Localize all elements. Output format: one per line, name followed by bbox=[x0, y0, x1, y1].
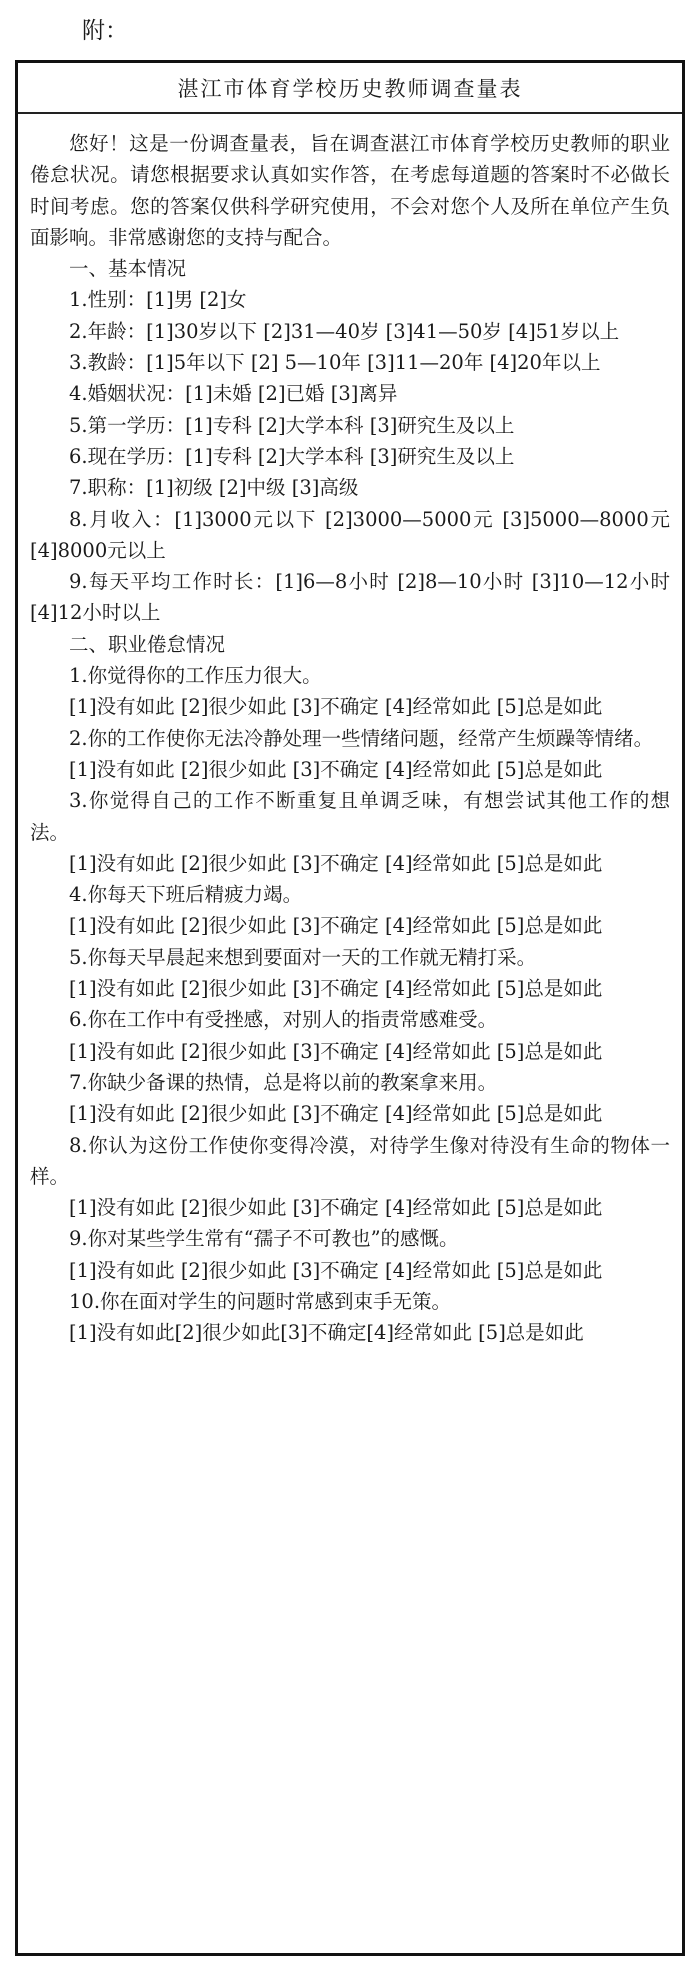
burnout-options: [1]没有如此 [2]很少如此 [3]不确定 [4]经常如此 [5]总是如此 bbox=[69, 914, 603, 938]
burnout-question: 5.你每天早晨起来想到要面对一天的工作就无精打采。 bbox=[69, 945, 537, 969]
basic-item-title-rank: 7.职称：[1]初级 [2]中级 [3]高级 bbox=[69, 476, 359, 500]
burnout-options: [1]没有如此[2]很少如此[3]不确定[4]经常如此 [5]总是如此 bbox=[69, 1321, 584, 1345]
burnout-question: 7.你缺少备课的热情，总是将以前的教案拿来用。 bbox=[69, 1070, 498, 1094]
survey-body bbox=[18, 114, 682, 1349]
burnout-options: [1]没有如此 [2]很少如此 [3]不确定 [4]经常如此 [5]总是如此 bbox=[69, 1196, 603, 1220]
survey-table bbox=[15, 60, 685, 1956]
burnout-options: [1]没有如此 [2]很少如此 [3]不确定 [4]经常如此 [5]总是如此 bbox=[69, 1102, 603, 1126]
burnout-question: 8.你认为这份工作使你变得冷漠，对待学生像对待没有生命的物体一样。 bbox=[30, 1133, 670, 1188]
appendix-label: 附： bbox=[82, 18, 128, 44]
burnout-question: 3.你觉得自己的工作不断重复且单调乏味，有想尝试其他工作的想法。 bbox=[30, 789, 670, 844]
burnout-options: [1]没有如此 [2]很少如此 [3]不确定 [4]经常如此 [5]总是如此 bbox=[69, 757, 603, 781]
burnout-options: [1]没有如此 [2]很少如此 [3]不确定 [4]经常如此 [5]总是如此 bbox=[69, 851, 603, 875]
basic-item-first-degree: 5.第一学历：[1]专科 [2]大学本科 [3]研究生及以上 bbox=[69, 413, 515, 437]
section-heading-basic: 一、基本情况 bbox=[69, 257, 187, 281]
burnout-options: [1]没有如此 [2]很少如此 [3]不确定 [4]经常如此 [5]总是如此 bbox=[69, 695, 603, 719]
burnout-question: 10.你在面对学生的问题时常感到束手无策。 bbox=[69, 1289, 452, 1313]
intro-paragraph: 您好！这是一份调查量表，旨在调查湛江市体育学校历史教师的职业倦怠状况。请您根据要求认真如实作答，在考虑每道题的答案时不必做长时间考虑。您的答案仅供科学研究使用，不会对您个人及所在单位产生负面影响。非常感谢您的支持与配合。 bbox=[30, 132, 670, 249]
burnout-question: 1.你觉得你的工作压力很大。 bbox=[69, 664, 322, 688]
basic-item-gender: 1.性别：[1]男 [2]女 bbox=[69, 288, 247, 312]
burnout-options: [1]没有如此 [2]很少如此 [3]不确定 [4]经常如此 [5]总是如此 bbox=[69, 977, 603, 1001]
burnout-question: 9.你对某些学生常有“孺子不可教也”的感慨。 bbox=[69, 1227, 459, 1251]
burnout-options: [1]没有如此 [2]很少如此 [3]不确定 [4]经常如此 [5]总是如此 bbox=[69, 1258, 603, 1282]
basic-item-teaching-years: 3.教龄：[1]5年以下 [2] 5—10年 [3]11—20年 [4]20年以上 bbox=[69, 351, 601, 375]
survey-title: 湛江市体育学校历史教师调查量表 bbox=[18, 63, 682, 114]
burnout-question: 2.你的工作使你无法冷静处理一些情绪问题，经常产生烦躁等情绪。 bbox=[69, 726, 654, 750]
burnout-options: [1]没有如此 [2]很少如此 [3]不确定 [4]经常如此 [5]总是如此 bbox=[69, 1039, 603, 1063]
basic-item-monthly-income: 8.月收入：[1]3000元以下 [2]3000—5000元 [3]5000—8000元 [4]8000元以上 bbox=[30, 507, 670, 562]
burnout-question: 6.你在工作中有受挫感，对别人的指责常感难受。 bbox=[69, 1008, 498, 1032]
basic-item-marital-status: 4.婚姻状况：[1]未婚 [2]已婚 [3]离异 bbox=[69, 382, 398, 406]
basic-item-daily-hours: 9.每天平均工作时长：[1]6—8小时 [2]8—10小时 [3]10—12小时 [4]12小时以上 bbox=[30, 570, 670, 625]
basic-item-current-degree: 6.现在学历：[1]专科 [2]大学本科 [3]研究生及以上 bbox=[69, 444, 515, 468]
basic-item-age: 2.年龄：[1]30岁以下 [2]31—40岁 [3]41—50岁 [4]51岁以上 bbox=[69, 319, 620, 343]
section-heading-burnout: 二、职业倦怠情况 bbox=[69, 632, 226, 656]
burnout-question: 4.你每天下班后精疲力竭。 bbox=[69, 883, 303, 907]
